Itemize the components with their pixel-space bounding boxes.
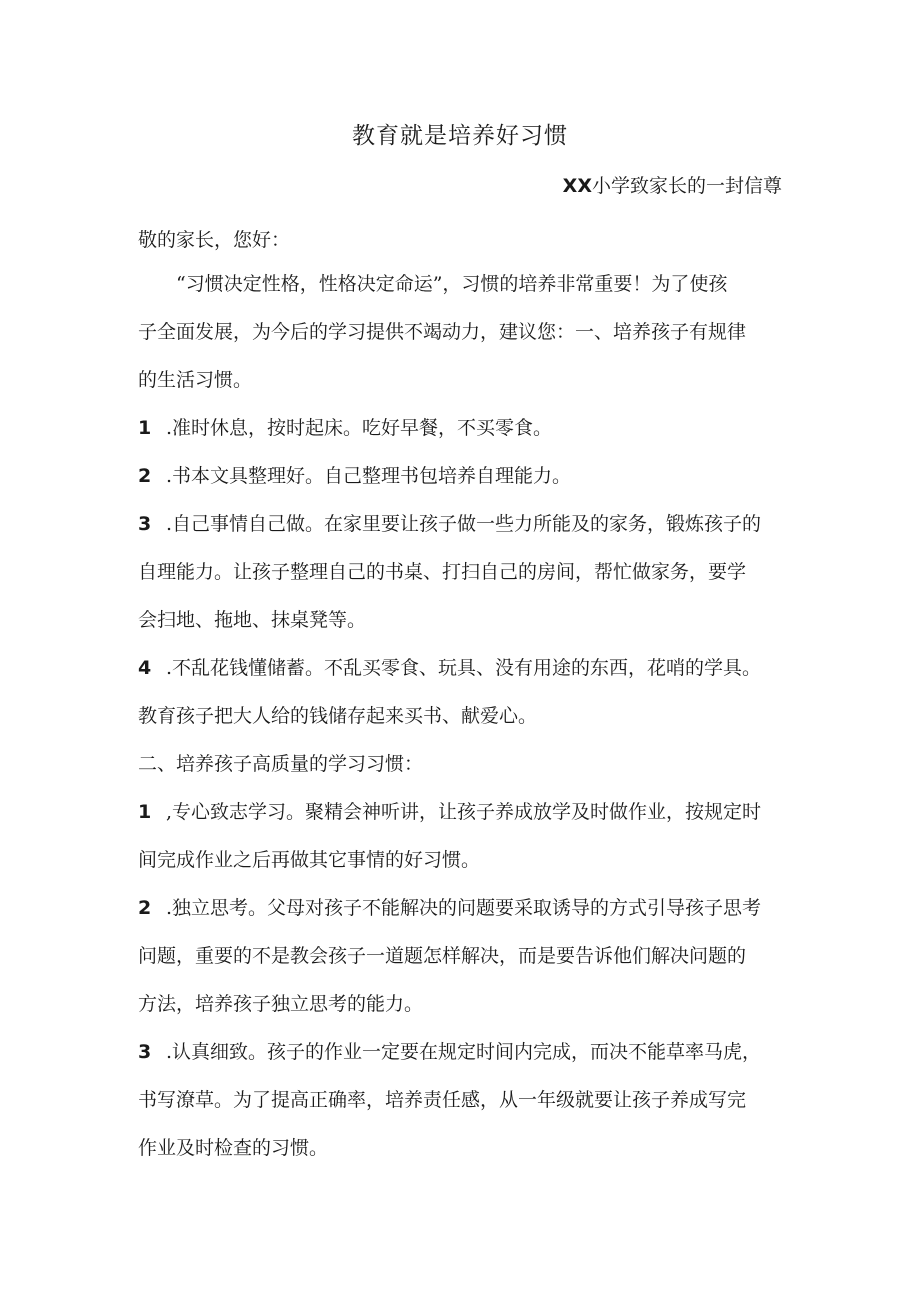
paragraph-line xyxy=(138,938,746,974)
list-item-number: 3 xyxy=(138,1041,152,1063)
paragraph-line xyxy=(176,266,727,302)
line-text: 方法，培养孩子独立思考的能力。 xyxy=(138,993,424,1015)
line-text: “习惯决定性格，性格决定命运”，习惯的培养非常重要！为了使孩 xyxy=(176,273,728,295)
list-item-separator: . xyxy=(166,1041,173,1063)
list-item-number: 3 xyxy=(138,513,152,535)
line-text: 认真细致。孩子的作业一定要在规定时间内完成，而决不能草率马虎， xyxy=(172,1041,762,1063)
list-item-separator: . xyxy=(166,897,173,919)
paragraph-line xyxy=(138,698,537,734)
document-subtitle xyxy=(563,168,782,204)
paragraph-line xyxy=(138,1130,328,1166)
paragraph-line xyxy=(138,314,746,350)
list-item-number: 1 xyxy=(138,417,152,439)
greeting-line xyxy=(138,222,290,258)
line-text: 的生活习惯。 xyxy=(138,369,253,391)
list-item xyxy=(138,794,761,830)
subtitle-text: 小学致家长的一封信尊 xyxy=(591,175,782,197)
list-item-separator: . xyxy=(166,465,173,487)
paragraph-line xyxy=(138,362,252,398)
list-item-separator: , xyxy=(166,801,173,823)
paragraph-line xyxy=(138,554,746,590)
line-text: 自己事情自己做。在家里要让孩子做一些力所能及的家务，锻炼孩子的 xyxy=(172,513,762,535)
list-item xyxy=(138,890,761,926)
list-item xyxy=(138,650,761,686)
document-title: 教育就是培养好习惯 xyxy=(352,123,568,149)
list-item-number: 1 xyxy=(138,801,152,823)
line-text: 间完成作业之后再做其它事情的好习惯。 xyxy=(138,849,481,871)
paragraph-line xyxy=(138,986,423,1022)
line-text: 二、培养孩子高质量的学习习惯： xyxy=(138,753,424,775)
line-text: 书本文具整理好。自己整理书包培养自理能力。 xyxy=(172,465,572,487)
subtitle-school-prefix: XX xyxy=(562,175,592,197)
line-text: 不乱花钱懂储蓄。不乱买零食、玩具、没有用途的东西，花哨的学具。 xyxy=(172,657,762,679)
list-item xyxy=(138,1034,761,1070)
list-item xyxy=(138,410,552,446)
line-text: 独立思考。父母对孩子不能解决的问题要采取诱导的方式引导孩子思考 xyxy=(172,897,762,919)
list-item-number: 4 xyxy=(138,657,152,679)
list-item xyxy=(138,506,761,542)
line-text: 书写潦草。为了提高正确率，培养责任感，从一年级就要让孩子养成写完 xyxy=(138,1089,747,1111)
list-item-separator: . xyxy=(166,417,173,439)
list-item-separator: . xyxy=(166,513,173,535)
line-text: 问题，重要的不是教会孩子一道题怎样解决，而是要告诉他们解决问题的 xyxy=(138,945,747,967)
paragraph-line xyxy=(138,602,366,638)
list-item-number: 2 xyxy=(138,897,152,919)
line-text: 敬的家长，您好： xyxy=(138,229,291,251)
line-text: 自理能力。让孩子整理自己的书桌、打扫自己的房间，帮忙做家务，要学 xyxy=(138,561,747,583)
line-text: 会扫地、拖地、抹桌凳等。 xyxy=(138,609,367,631)
line-text: 子全面发展，为今后的学习提供不竭动力，建议您：一、培养孩子有规律 xyxy=(138,321,747,343)
list-item-separator: . xyxy=(166,657,173,679)
line-text: 作业及时检查的习惯。 xyxy=(138,1137,329,1159)
line-text: 专心致志学习。聚精会神听讲，让孩子养成放学及时做作业，按规定时 xyxy=(172,801,762,823)
list-item-number: 2 xyxy=(138,465,152,487)
line-text: 准时休息，按时起床。吃好早餐，不买零食。 xyxy=(172,417,553,439)
paragraph-line xyxy=(138,1082,746,1118)
section-heading xyxy=(138,746,423,782)
list-item xyxy=(138,458,571,494)
line-text: 教育孩子把大人给的钱储存起来买书、献爱心。 xyxy=(138,705,538,727)
paragraph-line xyxy=(138,842,480,878)
